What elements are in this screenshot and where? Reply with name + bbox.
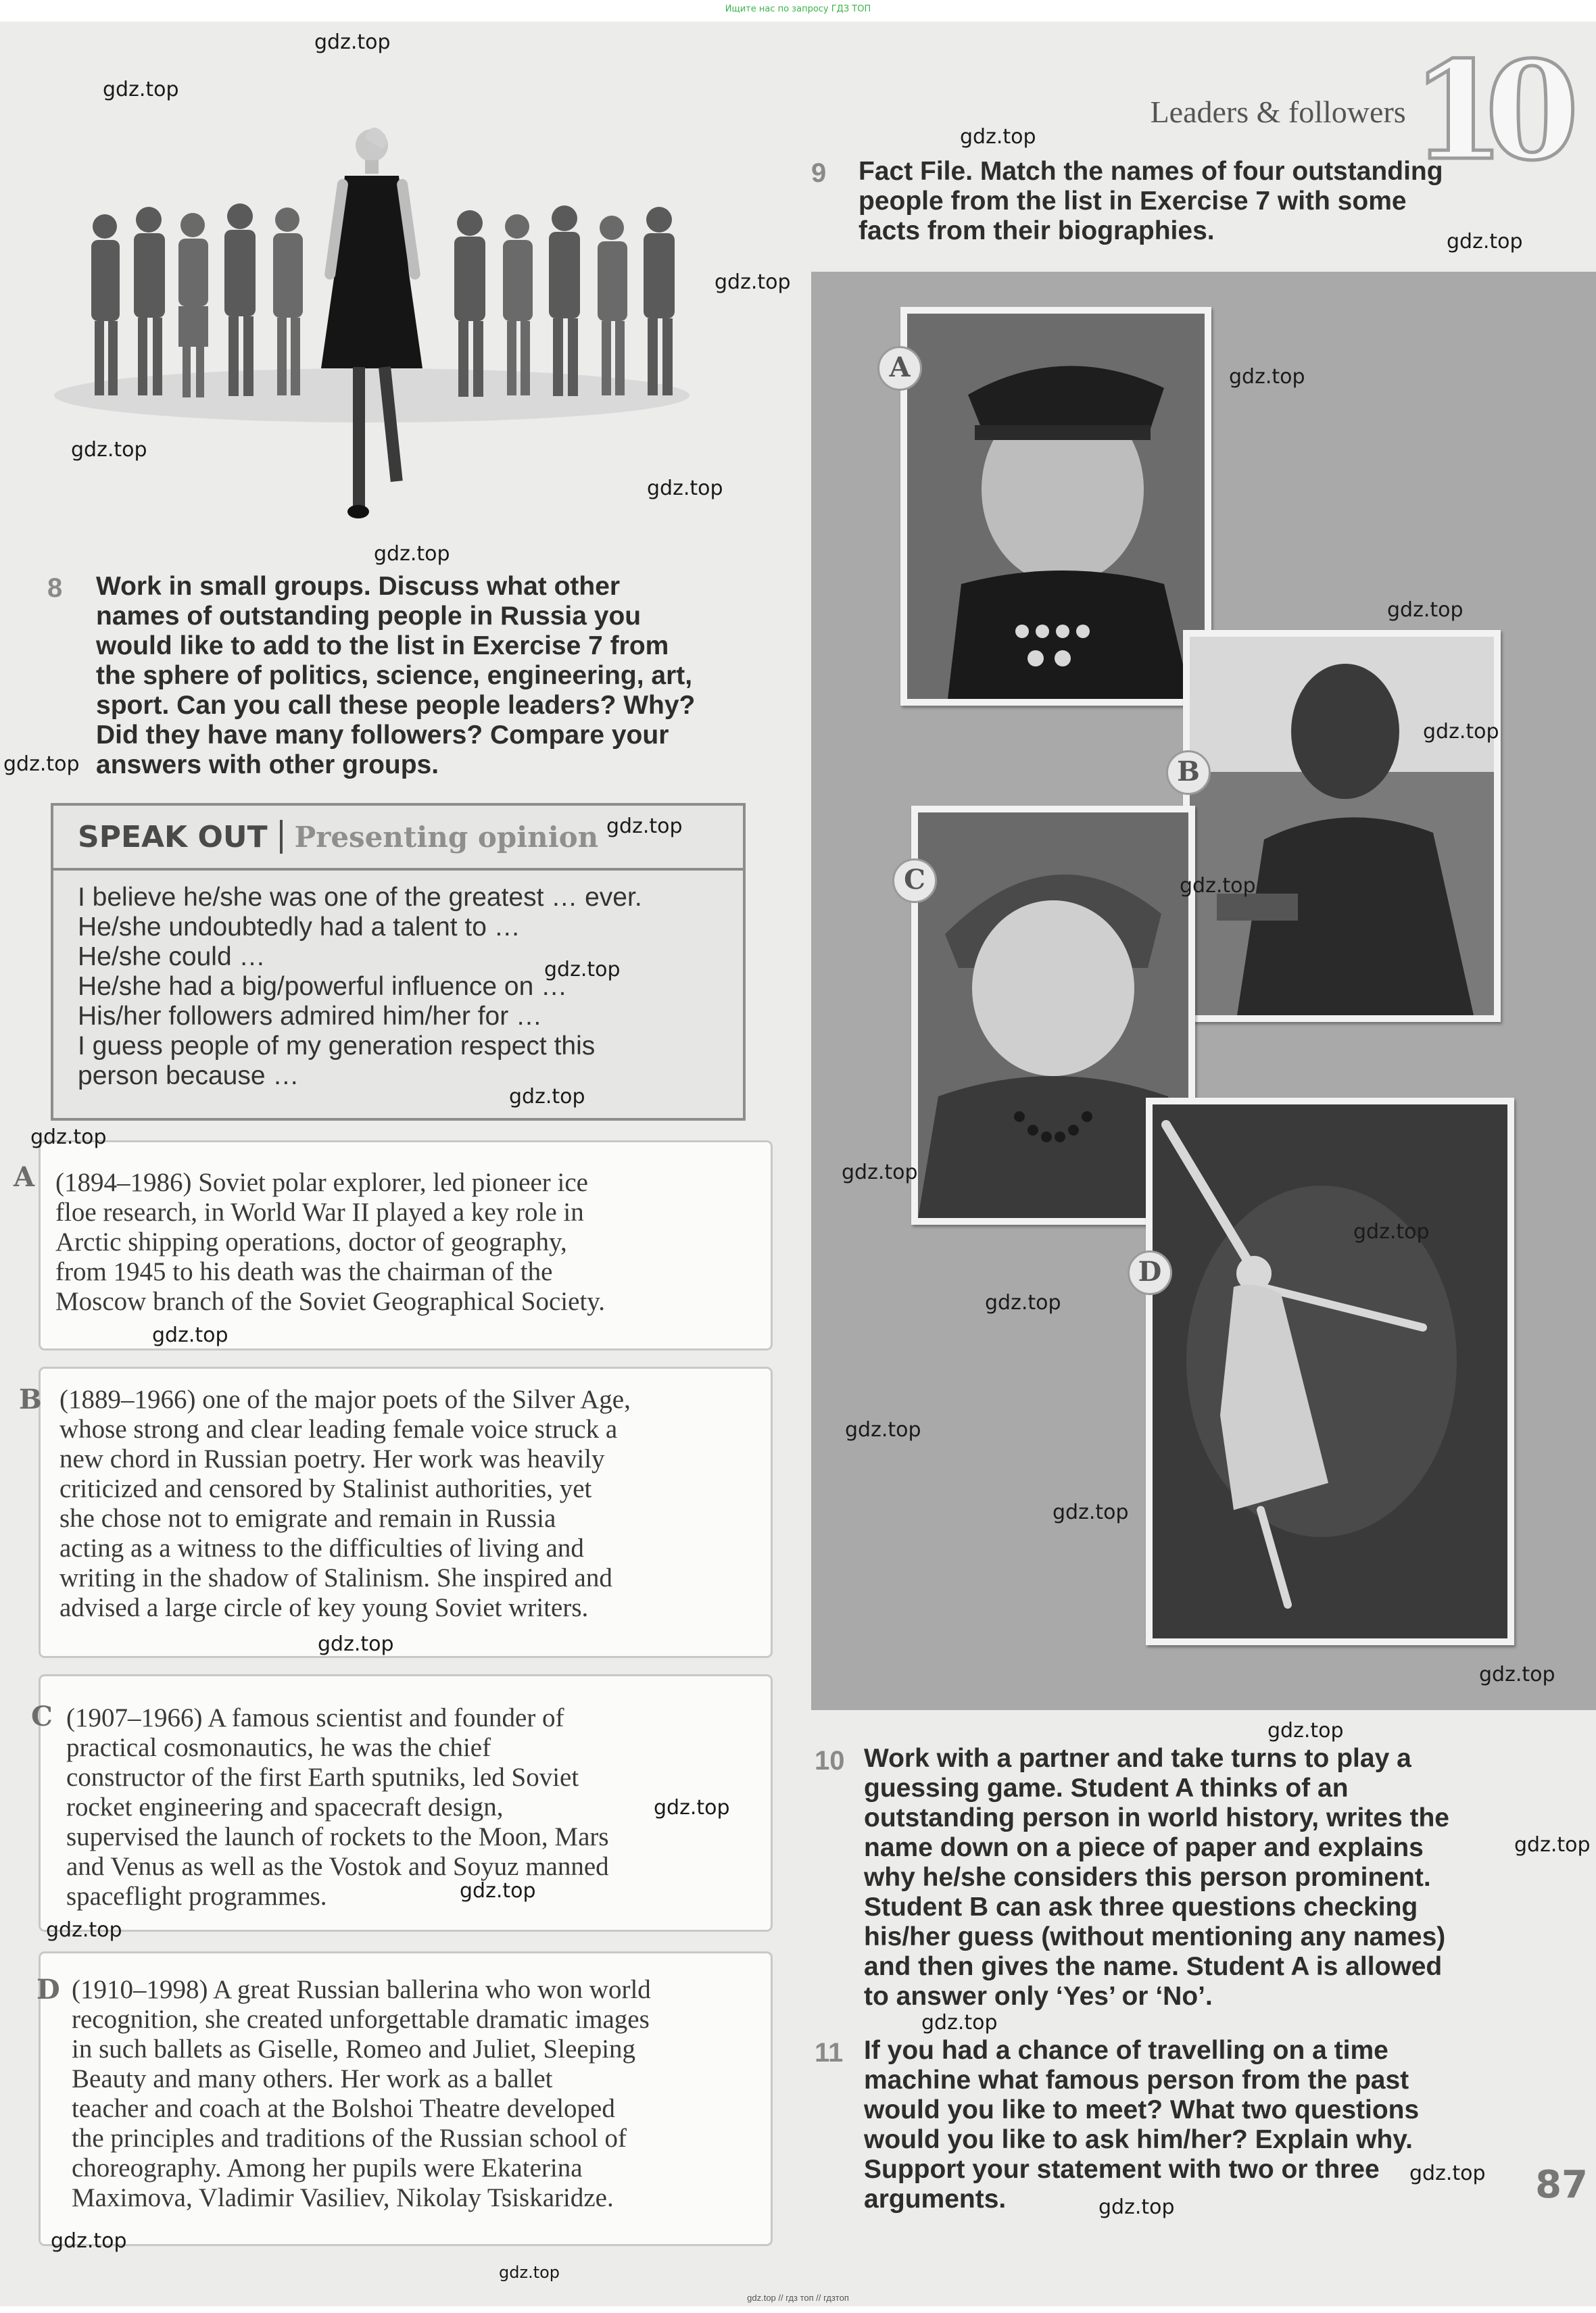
watermark: gdz.top: [51, 2229, 127, 2253]
exercise-11-text: [864, 2036, 1540, 2214]
bio-card-a: [14, 1142, 771, 1348]
watermark: gdz.top: [1098, 2195, 1175, 2219]
bio-line: supervised the launch of rockets to the Moon, Mars: [66, 1822, 609, 1851]
watermark: gdz.top: [985, 1291, 1061, 1315]
bio-text: [55, 1168, 605, 1317]
speak-out-phrase: person because …: [78, 1061, 299, 1090]
watermark: gdz.top: [1447, 230, 1523, 253]
exercise-9-text: [859, 157, 1534, 246]
exercise-9-line: people from the list in Exercise 7 with some: [859, 187, 1407, 216]
unit-title: Leaders & followers: [1150, 94, 1406, 129]
bio-line: advised a large circle of key young Soviet writers.: [59, 1593, 589, 1622]
bio-line: constructor of the first Earth sputniks, led Soviet: [66, 1763, 579, 1792]
watermark: gdz.top: [152, 1323, 228, 1347]
watermark: gdz.top: [1229, 365, 1305, 389]
watermark: gdz.top: [30, 1125, 107, 1149]
watermark: gdz.top: [1267, 1719, 1344, 1743]
speak-out-phrase: I guess people of my generation respect this: [78, 1031, 596, 1061]
watermark: gdz.top: [460, 1879, 536, 1903]
search-hint: Ищите нас по запросу ГДЗ ТОП: [725, 4, 871, 14]
watermark: gdz.top: [318, 1632, 394, 1656]
watermark: gdz.top: [1353, 1220, 1430, 1244]
bio-line: (1889–1966) one of the major poets of the Silver Age,: [59, 1385, 631, 1414]
exercise-8-line: would like to add to the list in Exercise 7 from: [96, 631, 669, 660]
speak-out-phrases: [53, 871, 743, 1091]
exercise-8-line: the sphere of politics, science, engineering, art,: [96, 661, 693, 690]
exercise-8-line: sport. Can you call these people leaders? Why?: [96, 691, 696, 720]
exercise-11-number: 11: [815, 2038, 844, 2068]
exercise-10-line: to answer only ‘Yes’ or ‘No’.: [864, 1982, 1213, 2011]
exercise-10-line: name down on a piece of paper and explains: [864, 1833, 1424, 1862]
exercise-9-line: Fact File. Match the names of four outstanding: [859, 157, 1443, 186]
exercise-11-line: Support your statement with two or three: [864, 2155, 1380, 2184]
bio-line: floe research, in World War II played a key role in: [55, 1198, 584, 1227]
exercise-10-number: 10: [815, 1746, 845, 1776]
exercise-11-line: machine what famous person from the past: [864, 2066, 1409, 2095]
fact-file-panel: [811, 272, 1596, 1710]
watermark: gdz.top: [845, 1418, 921, 1442]
bio-line: spaceflight programmes.: [66, 1882, 327, 1911]
speak-out-phrase: He/she undoubtedly had a talent to …: [78, 912, 521, 942]
speak-out-phrase: He/she had a big/powerful influence on …: [78, 972, 568, 1001]
bio-letter: A: [14, 1161, 35, 1193]
photo-badge-a: A: [877, 346, 922, 391]
bio-line: Arctic shipping operations, doctor of geography,: [55, 1227, 567, 1257]
bio-letter: C: [31, 1701, 53, 1732]
watermark: gdz.top: [1479, 1663, 1555, 1686]
speak-out-box: [51, 803, 746, 1121]
exercise-10-text: [864, 1744, 1540, 2012]
speak-out-subtitle: Presenting opinion: [294, 820, 599, 854]
bio-line: (1907–1966) A famous scientist and founder of: [66, 1703, 564, 1732]
exercise-11-line: would you like to ask him/her? Explain why.: [864, 2125, 1413, 2154]
watermark: gdz.top: [1180, 874, 1256, 898]
crowd-shadow: [54, 368, 690, 422]
photo-badge-d: D: [1128, 1250, 1172, 1295]
exercise-10-line: Student B can ask three questions checking: [864, 1893, 1418, 1922]
bio-card-b: [19, 1369, 771, 1656]
exercise-8-line: names of outstanding people in Russia you: [96, 602, 642, 631]
watermark: gdz.top: [654, 1796, 730, 1820]
exercise-9-line: facts from their biographies.: [859, 216, 1215, 245]
bio-line: (1910–1998) A great Russian ballerina who won world: [72, 1975, 651, 2004]
watermark: gdz.top: [3, 752, 80, 776]
bio-line: Maximova, Vladimir Vasiliev, Nikolay Tsiskaridze.: [72, 2183, 614, 2212]
bio-line: and Venus as well as the Vostok and Soyuz manned: [66, 1852, 609, 1881]
bio-line: Moscow branch of the Soviet Geographical Society.: [55, 1287, 606, 1316]
bio-line: Beauty and many others. Her work as a ballet: [72, 2064, 553, 2093]
watermark: gdz.top: [715, 270, 791, 294]
watermark: gdz.top: [1387, 598, 1464, 622]
bio-line: writing in the shadow of Stalinism. She inspired and: [59, 1563, 612, 1592]
photo-a-image: [907, 314, 1205, 699]
watermark: gdz.top: [46, 1918, 122, 1942]
bio-line: (1894–1986) Soviet polar explorer, led pioneer ice: [55, 1168, 588, 1197]
woman-leader: [321, 128, 422, 518]
speak-out-divider: [280, 820, 283, 854]
watermark: gdz.top: [921, 2011, 998, 2035]
watermark: gdz.top: [1409, 2162, 1486, 2185]
bio-line: she chose not to emigrate and remain in Russia: [59, 1504, 556, 1533]
bio-line: teacher and coach at the Bolshoi Theatre developed: [72, 2094, 615, 2123]
speak-out-phrase: I believe he/she was one of the greatest … ever.: [78, 883, 642, 912]
bio-line: new chord in Russian poetry. Her work was heavily: [59, 1444, 605, 1474]
exercise-8-number: 8: [47, 573, 63, 603]
footer-note: gdz.top // гдз топ // гдзтоп: [747, 2293, 849, 2303]
photo-badge-c: C: [892, 858, 937, 903]
watermark: gdz.top: [606, 814, 683, 838]
photo-a: [900, 307, 1211, 706]
watermark: gdz.top: [544, 958, 621, 981]
bio-line: practical cosmonautics, he was the chief: [66, 1733, 491, 1762]
speak-out-phrase: His/her followers admired him/her for …: [78, 1002, 543, 1031]
bio-letter: B: [19, 1384, 42, 1415]
watermark: gdz.top: [1053, 1501, 1129, 1524]
watermark: gdz.top: [314, 30, 391, 54]
speak-out-title: SPEAK OUT: [78, 819, 268, 854]
photo-b: [1183, 630, 1501, 1022]
watermark: gdz.top: [509, 1085, 585, 1109]
watermark: gdz.top: [1514, 1833, 1591, 1857]
bio-card-d: [37, 1953, 771, 2244]
exercise-10-line: why he/she considers this person prominent.: [864, 1863, 1431, 1892]
watermark: gdz.top: [647, 477, 723, 500]
exercise-11-line: If you had a chance of travelling on a time: [864, 2036, 1388, 2065]
exercise-11-line: would you like to meet? What two questions: [864, 2095, 1420, 2124]
watermark: gdz.top: [499, 2263, 560, 2282]
exercise-8-text: [96, 572, 745, 780]
bio-line: rocket engineering and spacecraft design,: [66, 1793, 504, 1822]
watermark: gdz.top: [374, 542, 450, 566]
bio-letter: D: [37, 1974, 60, 2005]
watermark: gdz.top: [960, 125, 1036, 149]
exercise-10-line: his/her guess (without mentioning any names): [864, 1922, 1446, 1951]
unit-number: 10: [1411, 32, 1559, 191]
bio-line: choreography. Among her pupils were Ekaterina: [72, 2153, 583, 2183]
exercise-8-line: Work in small groups. Discuss what other: [96, 572, 621, 601]
bio-text: [59, 1385, 631, 1623]
bio-line: the principles and traditions of the Russian school of: [72, 2124, 627, 2153]
bio-text: [72, 1975, 651, 2213]
crowd-illustration: [47, 125, 737, 531]
watermark: gdz.top: [842, 1161, 918, 1184]
exercise-11-line: arguments.: [864, 2185, 1007, 2214]
exercise-10-line: guessing game. Student A thinks of an: [864, 1774, 1349, 1803]
exercise-8-line: answers with other groups.: [96, 750, 439, 779]
bio-line: criticized and censored by Stalinist authorities, yet: [59, 1474, 592, 1503]
watermark: gdz.top: [103, 78, 179, 101]
exercise-10-line: outstanding person in world history, writes the: [864, 1803, 1449, 1832]
page-number: 87: [1535, 2163, 1588, 2207]
photo-badge-b: B: [1166, 750, 1211, 795]
bio-line: recognition, she created unforgettable dramatic images: [72, 2005, 650, 2034]
exercise-9-number: 9: [811, 158, 827, 188]
bio-line: whose strong and clear leading female voice struck a: [59, 1415, 618, 1444]
watermark: gdz.top: [71, 438, 147, 462]
bio-line: acting as a witness to the difficulties of living and: [59, 1534, 584, 1563]
exercise-10-line: and then gives the name. Student A is allowed: [864, 1952, 1443, 1981]
photo-b-image: [1190, 637, 1494, 1015]
photo-d: [1146, 1098, 1514, 1645]
watermark: gdz.top: [1423, 720, 1499, 744]
exercise-10-line: Work with a partner and take turns to play a: [864, 1744, 1411, 1773]
photo-d-image: [1153, 1104, 1507, 1638]
exercise-8-line: Did they have many followers? Compare your: [96, 721, 669, 750]
bio-line: in such ballets as Giselle, Romeo and Juliet, Sleeping: [72, 2035, 636, 2064]
bio-line: from 1945 to his death was the chairman of the: [55, 1257, 553, 1286]
speak-out-phrase: He/she could …: [78, 942, 266, 971]
